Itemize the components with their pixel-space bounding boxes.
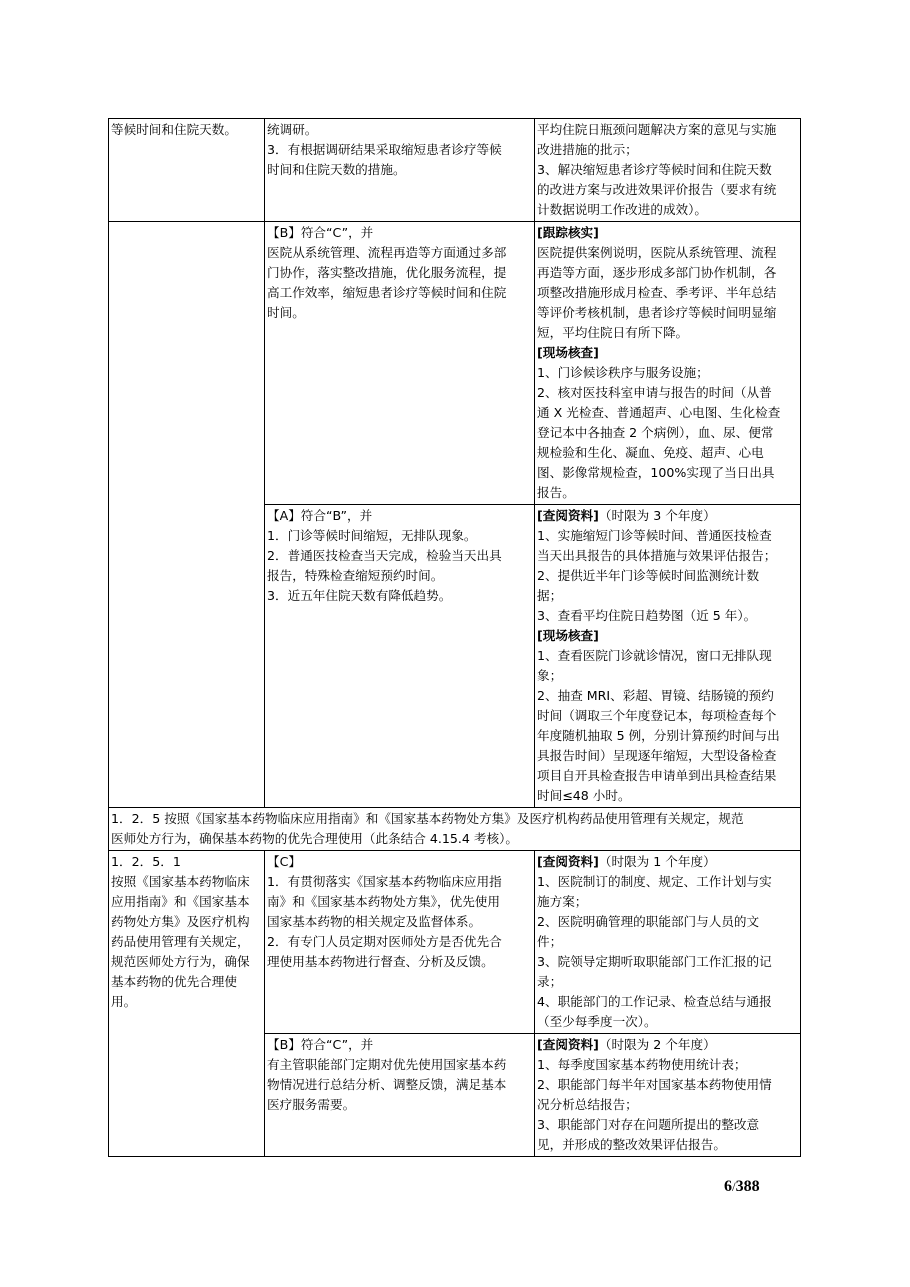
- text-line: 【A】符合“B”，并: [267, 508, 373, 523]
- grade-cell: [265, 119, 535, 222]
- text-line: 1、每季度国家基本药物使用统计表；: [537, 1057, 747, 1072]
- text-line: 2、职能部门每半年对国家基本药物使用情: [537, 1077, 772, 1092]
- text-line: [查阅资料]（时限为 2 个年度）: [537, 1037, 716, 1052]
- text-line: 象；: [537, 668, 563, 683]
- text-line: 项整改措施形成月检查、季考评、半年总结: [537, 285, 777, 300]
- text-line: 医院提供案例说明，医院从系统管理、流程: [537, 245, 777, 260]
- text-line: 2、医院明确管理的职能部门与人员的文: [537, 914, 760, 929]
- text-line: 件；: [537, 934, 563, 949]
- text-line: 1、实施缩短门诊等候时间、普通医技检查: [537, 528, 772, 543]
- text-line: 再造等方面，逐步形成多部门协作机制，各: [537, 265, 777, 280]
- text-line: 国家基本药物的相关规定及监督体系。: [267, 914, 482, 929]
- text-line: 4、职能部门的工作记录、检查总结与通报: [537, 994, 772, 1009]
- text-line: 用。: [111, 994, 137, 1009]
- text-line: 当天出具报告的具体措施与效果评估报告；: [537, 548, 777, 563]
- table-row: [109, 808, 801, 851]
- grade-cell: [265, 505, 535, 808]
- text-line: 【B】符合“C”，并: [267, 225, 374, 240]
- text-line: 时间≤48 小时。: [537, 788, 631, 803]
- text-line: 具报告时间）呈现逐年缩短，大型设备检查: [537, 748, 777, 763]
- criterion-cell: [109, 119, 265, 222]
- page-total: 388: [735, 1178, 760, 1195]
- text-line: 3、院领导定期听取职能部门工作汇报的记: [537, 954, 772, 969]
- text-line: 药品使用管理有关规定，: [111, 934, 250, 949]
- table-row: [109, 851, 801, 1034]
- text-line: 规检验和生化、凝血、免疫、超声、心电: [537, 445, 764, 460]
- text-line: 报告，特殊检查缩短预约时间。: [267, 568, 444, 583]
- text-line: 2、抽查 MRI、彩超、胃镜、结肠镜的预约: [537, 688, 774, 703]
- text-line: 2．有专门人员定期对医师处方是否优先合: [267, 934, 502, 949]
- criterion-cell: [109, 222, 265, 808]
- standards-table: [108, 118, 801, 1157]
- text-line: 应用指南》和《国家基本: [111, 894, 250, 909]
- page-separator: /: [732, 1179, 736, 1194]
- text-line: 3、职能部门对存在问题所提出的整改意: [537, 1117, 760, 1132]
- criterion-cell: [109, 851, 265, 1157]
- text-line: 等候时间和住院天数。: [111, 122, 237, 137]
- table-row: [109, 119, 801, 222]
- grade-cell: [265, 1034, 535, 1157]
- text-line: 统调研。: [267, 122, 318, 137]
- text-line: 项目自开具检查报告申请单到出具检查结果: [537, 768, 777, 783]
- grade-cell: [265, 222, 535, 505]
- text-line: 【B】符合“C”，并: [267, 1037, 374, 1052]
- text-line: 1、医院制订的制度、规定、工作计划与实: [537, 874, 772, 889]
- text-line: 按照《国家基本药物临床: [111, 874, 250, 889]
- text-line: 时间（调取三个年度登记本，每项检查每个: [537, 708, 777, 723]
- text-line: 通 X 光检查、普通超声、心电图、生化检查: [537, 405, 781, 420]
- text-line: 南》和《国家基本药物处方集》，优先使用: [267, 894, 500, 909]
- text-line: [现场核查]: [537, 345, 599, 360]
- text-line: 基本药物的优先合理使: [111, 974, 237, 989]
- text-line: [跟踪核实]: [537, 225, 599, 240]
- text-line: 施方案；: [537, 894, 588, 909]
- text-line: 医院从系统管理、流程再造等方面通过多部: [267, 245, 507, 260]
- text-line: 1、查看医院门诊就诊情况，窗口无排队现: [537, 648, 772, 663]
- text-line: 平均住院日瓶颈问题解决方案的意见与实施: [537, 122, 777, 137]
- text-line: 3、解决缩短患者诊疗等候时间和住院天数: [537, 162, 772, 177]
- text-line: 况分析总结报告；: [537, 1097, 638, 1112]
- text-line: 1、门诊候诊秩序与服务设施；: [537, 365, 709, 380]
- text-line: 3．有根据调研结果采取缩短患者诊疗等候: [267, 142, 502, 157]
- verification-cell: [535, 222, 801, 505]
- text-line: 2、核对医技科室申请与报告的时间（从普: [537, 385, 772, 400]
- text-line: 药物处方集》及医疗机构: [111, 914, 250, 929]
- text-line: 据；: [537, 588, 563, 603]
- text-line: 【C】: [267, 854, 301, 869]
- text-line: 门协作，落实整改措施，优化服务流程，提: [267, 265, 507, 280]
- verification-cell: [535, 1034, 801, 1157]
- text-line: 录；: [537, 974, 563, 989]
- text-line: 理使用基本药物进行督查、分析及反馈。: [267, 954, 494, 969]
- text-line: 登记本中各抽查 2 个病例），血、尿、便常: [537, 425, 774, 440]
- verification-cell: [535, 851, 801, 1034]
- text-line: [现场核查]: [537, 628, 599, 643]
- text-line: 改进措施的批示；: [537, 142, 638, 157]
- verification-cell: [535, 119, 801, 222]
- text-line: 医师处方行为，确保基本药物的优先合理使用（此条结合 4.15.4 考核）。: [111, 831, 518, 846]
- text-line: （至少每季度一次）。: [537, 1014, 657, 1029]
- text-line: 短，平均住院日有所下降。: [537, 325, 689, 340]
- verification-cell: [535, 505, 801, 808]
- text-line: 物情况进行总结分析、调整反馈，满足基本: [267, 1077, 507, 1092]
- text-line: 时间。: [267, 305, 305, 320]
- text-line: 报告。: [537, 485, 575, 500]
- grade-cell: [265, 851, 535, 1034]
- text-line: 高工作效率，缩短患者诊疗等候时间和住院: [267, 285, 507, 300]
- page-current: 6: [724, 1178, 732, 1195]
- text-line: 年度随机抽取 5 例，分别计算预约时间与出: [537, 728, 780, 743]
- text-line: 2．普通医技检查当天完成，检验当天出具: [267, 548, 502, 563]
- text-line: 计数据说明工作改进的成效）。: [537, 202, 708, 217]
- table-row: [109, 222, 801, 505]
- text-line: [查阅资料]（时限为 1 个年度）: [537, 854, 716, 869]
- section-heading-cell: [109, 808, 801, 851]
- text-line: 图、影像常规检查，100%实现了当日出具: [537, 465, 775, 480]
- text-line: 1．2．5．1: [111, 854, 181, 869]
- text-line: 2、提供近半年门诊等候时间监测统计数: [537, 568, 760, 583]
- page-number: [724, 1178, 760, 1196]
- text-line: 见，并形成的整改效果评估报告。: [537, 1137, 726, 1152]
- text-line: 的改进方案与改进效果评价报告（要求有统: [537, 182, 777, 197]
- text-line: 1．门诊等候时间缩短，无排队现象。: [267, 528, 477, 543]
- text-line: 1．2．5 按照《国家基本药物临床应用指南》和《国家基本药物处方集》及医疗机构药品使用管理有关规定，规范: [111, 811, 744, 826]
- text-line: 时间和住院天数的措施。: [267, 162, 406, 177]
- text-line: [查阅资料]（时限为 3 个年度）: [537, 508, 716, 523]
- text-line: 3．近五年住院天数有降低趋势。: [267, 588, 452, 603]
- text-line: 有主管职能部门定期对优先使用国家基本药: [267, 1057, 507, 1072]
- text-line: 规范医师处方行为，确保: [111, 954, 250, 969]
- text-line: 3、查看平均住院日趋势图（近 5 年）。: [537, 608, 757, 623]
- text-line: 1．有贯彻落实《国家基本药物临床应用指: [267, 874, 502, 889]
- text-line: 医疗服务需要。: [267, 1097, 356, 1112]
- text-line: 等评价考核机制，患者诊疗等候时间明显缩: [537, 305, 777, 320]
